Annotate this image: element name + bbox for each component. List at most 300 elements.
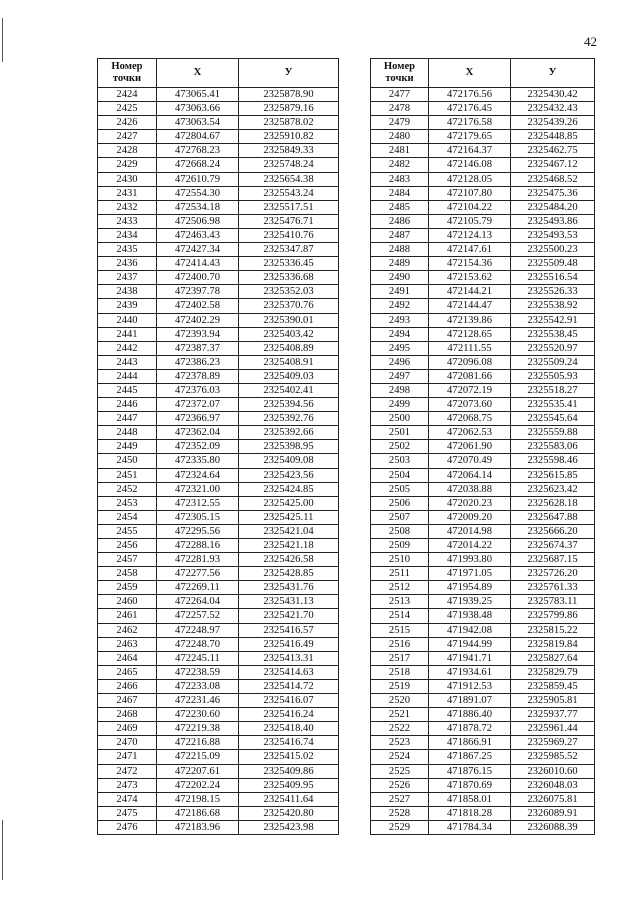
- point-number-cell: 2472: [98, 764, 157, 778]
- point-number-cell: 2518: [371, 665, 429, 679]
- y-cell: 2325493.86: [511, 214, 595, 228]
- point-number-cell: 2506: [371, 496, 429, 510]
- table-row: [371, 130, 595, 144]
- table-row: [98, 637, 339, 651]
- x-cell: 472277.56: [157, 567, 239, 581]
- y-cell: 2325336.68: [239, 271, 339, 285]
- table-body-right: [371, 88, 595, 835]
- x-cell: 472366.97: [157, 412, 239, 426]
- point-number-cell: 2445: [98, 383, 157, 397]
- table-row: [371, 341, 595, 355]
- table-row: [98, 158, 339, 172]
- point-number-cell: 2529: [371, 820, 429, 834]
- table-row: [371, 581, 595, 595]
- x-cell: 472070.49: [429, 454, 511, 468]
- point-number-cell: 2501: [371, 426, 429, 440]
- point-number-cell: 2430: [98, 172, 157, 186]
- page-number: 42: [584, 34, 597, 49]
- point-number-cell: 2513: [371, 595, 429, 609]
- point-number-cell: 2523: [371, 736, 429, 750]
- table-row: [98, 510, 339, 524]
- y-cell: 2325538.92: [511, 299, 595, 313]
- point-number-cell: 2478: [371, 102, 429, 116]
- y-cell: 2325416.74: [239, 736, 339, 750]
- point-number-cell: 2476: [98, 820, 157, 834]
- y-cell: 2325849.33: [239, 144, 339, 158]
- y-cell: 2325352.03: [239, 285, 339, 299]
- x-cell: 472269.11: [157, 581, 239, 595]
- point-number-cell: 2471: [98, 750, 157, 764]
- table-row: [371, 88, 595, 102]
- table-row: [371, 299, 595, 313]
- y-cell: 2325414.72: [239, 679, 339, 693]
- y-cell: 2326075.81: [511, 792, 595, 806]
- x-cell: 472183.96: [157, 820, 239, 834]
- table-row: [98, 623, 339, 637]
- point-number-cell: 2449: [98, 440, 157, 454]
- table-row: [371, 313, 595, 327]
- point-number-cell: 2481: [371, 144, 429, 158]
- x-cell: 472128.65: [429, 327, 511, 341]
- table-row: [371, 200, 595, 214]
- point-number-cell: 2433: [98, 214, 157, 228]
- table-row: [371, 228, 595, 242]
- table-row: [98, 539, 339, 553]
- y-cell: 2325500.23: [511, 243, 595, 257]
- table-row: [371, 736, 595, 750]
- point-number-cell: 2443: [98, 355, 157, 369]
- x-cell: 472397.78: [157, 285, 239, 299]
- x-cell: 472387.37: [157, 341, 239, 355]
- point-number-cell: 2494: [371, 327, 429, 341]
- point-number-cell: 2474: [98, 792, 157, 806]
- table-row: [98, 750, 339, 764]
- x-cell: 471954.89: [429, 581, 511, 595]
- point-number-cell: 2520: [371, 694, 429, 708]
- table-row: [98, 426, 339, 440]
- y-cell: 2325961.44: [511, 722, 595, 736]
- y-cell: 2325413.31: [239, 651, 339, 665]
- point-number-cell: 2469: [98, 722, 157, 736]
- table-row: [98, 609, 339, 623]
- y-cell: 2325827.64: [511, 651, 595, 665]
- x-cell: 472147.61: [429, 243, 511, 257]
- table-row: [98, 369, 339, 383]
- table-row: [371, 454, 595, 468]
- point-number-cell: 2463: [98, 637, 157, 651]
- header-x: X: [157, 59, 239, 88]
- x-cell: 472305.15: [157, 510, 239, 524]
- table-row: [98, 243, 339, 257]
- point-number-cell: 2467: [98, 694, 157, 708]
- point-number-cell: 2465: [98, 665, 157, 679]
- y-cell: 2325726.20: [511, 567, 595, 581]
- table-row: [371, 398, 595, 412]
- y-cell: 2325408.89: [239, 341, 339, 355]
- point-number-cell: 2477: [371, 88, 429, 102]
- y-cell: 2325937.77: [511, 708, 595, 722]
- x-cell: 472111.55: [429, 341, 511, 355]
- point-number-cell: 2489: [371, 257, 429, 271]
- x-cell: 472230.60: [157, 708, 239, 722]
- point-number-cell: 2480: [371, 130, 429, 144]
- table-row: [371, 792, 595, 806]
- x-cell: 472402.58: [157, 299, 239, 313]
- point-number-cell: 2502: [371, 440, 429, 454]
- x-cell: 472352.09: [157, 440, 239, 454]
- y-cell: 2325402.41: [239, 383, 339, 397]
- x-cell: 472768.23: [157, 144, 239, 158]
- y-cell: 2325615.85: [511, 468, 595, 482]
- y-cell: 2325426.58: [239, 553, 339, 567]
- x-cell: 472009.20: [429, 510, 511, 524]
- table-row: [371, 412, 595, 426]
- table-row: [371, 158, 595, 172]
- y-cell: 2325392.76: [239, 412, 339, 426]
- y-cell: 2325517.51: [239, 200, 339, 214]
- point-number-cell: 2456: [98, 539, 157, 553]
- x-cell: 472321.00: [157, 482, 239, 496]
- y-cell: 2325969.27: [511, 736, 595, 750]
- point-number-cell: 2512: [371, 581, 429, 595]
- table-row: [371, 539, 595, 553]
- table-row: [371, 722, 595, 736]
- y-cell: 2325408.91: [239, 355, 339, 369]
- x-cell: 471878.72: [429, 722, 511, 736]
- y-cell: 2325518.27: [511, 383, 595, 397]
- header-point-number: Номер точки: [98, 59, 157, 88]
- y-cell: 2325370.76: [239, 299, 339, 313]
- x-cell: 471934.61: [429, 665, 511, 679]
- point-number-cell: 2496: [371, 355, 429, 369]
- x-cell: 471784.34: [429, 820, 511, 834]
- y-cell: 2325647.88: [511, 510, 595, 524]
- table-row: [98, 764, 339, 778]
- y-cell: 2325761.33: [511, 581, 595, 595]
- x-cell: 471867.25: [429, 750, 511, 764]
- table-row: [98, 383, 339, 397]
- x-cell: 472281.93: [157, 553, 239, 567]
- point-number-cell: 2435: [98, 243, 157, 257]
- x-cell: 472014.98: [429, 524, 511, 538]
- x-cell: 472176.56: [429, 88, 511, 102]
- x-cell: 472248.97: [157, 623, 239, 637]
- point-number-cell: 2483: [371, 172, 429, 186]
- table-row: [98, 454, 339, 468]
- table-row: [98, 736, 339, 750]
- y-cell: 2325409.95: [239, 778, 339, 792]
- table-body-left: [98, 88, 339, 835]
- y-cell: 2326089.91: [511, 806, 595, 820]
- y-cell: 2325439.26: [511, 116, 595, 130]
- point-number-cell: 2432: [98, 200, 157, 214]
- table-row: [371, 623, 595, 637]
- x-cell: 472068.75: [429, 412, 511, 426]
- x-cell: 472238.59: [157, 665, 239, 679]
- point-number-cell: 2457: [98, 553, 157, 567]
- table-row: [98, 313, 339, 327]
- point-number-cell: 2510: [371, 553, 429, 567]
- table-row: [371, 243, 595, 257]
- x-cell: 472144.21: [429, 285, 511, 299]
- point-number-cell: 2436: [98, 257, 157, 271]
- y-cell: 2325623.42: [511, 482, 595, 496]
- point-number-cell: 2500: [371, 412, 429, 426]
- y-cell: 2325985.52: [511, 750, 595, 764]
- header-x: X: [429, 59, 511, 88]
- y-cell: 2325475.36: [511, 186, 595, 200]
- coordinates-table-right: [370, 58, 595, 835]
- x-cell: 472038.88: [429, 482, 511, 496]
- y-cell: 2325336.45: [239, 257, 339, 271]
- table-row: [371, 214, 595, 228]
- y-cell: 2325666.20: [511, 524, 595, 538]
- y-cell: 2325748.24: [239, 158, 339, 172]
- x-cell: 472312.55: [157, 496, 239, 510]
- point-number-cell: 2495: [371, 341, 429, 355]
- point-number-cell: 2491: [371, 285, 429, 299]
- table-row: [98, 496, 339, 510]
- point-number-cell: 2425: [98, 102, 157, 116]
- point-number-cell: 2461: [98, 609, 157, 623]
- table-row: [98, 299, 339, 313]
- y-cell: 2325878.90: [239, 88, 339, 102]
- point-number-cell: 2505: [371, 482, 429, 496]
- x-cell: 472073.60: [429, 398, 511, 412]
- point-number-cell: 2490: [371, 271, 429, 285]
- point-number-cell: 2431: [98, 186, 157, 200]
- point-number-cell: 2503: [371, 454, 429, 468]
- point-number-cell: 2462: [98, 623, 157, 637]
- point-number-cell: 2479: [371, 116, 429, 130]
- point-number-cell: 2439: [98, 299, 157, 313]
- x-cell: 472414.43: [157, 257, 239, 271]
- x-cell: 473063.66: [157, 102, 239, 116]
- table-row: [371, 595, 595, 609]
- x-cell: 472124.13: [429, 228, 511, 242]
- x-cell: 471939.25: [429, 595, 511, 609]
- table-row: [371, 665, 595, 679]
- table-row: [371, 679, 595, 693]
- table-row: [371, 116, 595, 130]
- x-cell: 472257.52: [157, 609, 239, 623]
- point-number-cell: 2442: [98, 341, 157, 355]
- y-cell: 2325628.18: [511, 496, 595, 510]
- table-row: [371, 820, 595, 834]
- point-number-cell: 2508: [371, 524, 429, 538]
- x-cell: 472335.80: [157, 454, 239, 468]
- y-cell: 2325535.41: [511, 398, 595, 412]
- point-number-cell: 2527: [371, 792, 429, 806]
- table-row: [98, 200, 339, 214]
- y-cell: 2325423.56: [239, 468, 339, 482]
- y-cell: 2326088.39: [511, 820, 595, 834]
- y-cell: 2325583.06: [511, 440, 595, 454]
- y-cell: 2325431.76: [239, 581, 339, 595]
- y-cell: 2325416.57: [239, 623, 339, 637]
- x-cell: 472215.09: [157, 750, 239, 764]
- table-row: [371, 553, 595, 567]
- y-cell: 2325542.91: [511, 313, 595, 327]
- x-cell: 472128.05: [429, 172, 511, 186]
- table-row: [98, 228, 339, 242]
- y-cell: 2325509.24: [511, 355, 595, 369]
- y-cell: 2325415.02: [239, 750, 339, 764]
- y-cell: 2325484.20: [511, 200, 595, 214]
- x-cell: 472154.36: [429, 257, 511, 271]
- x-cell: 471941.71: [429, 651, 511, 665]
- y-cell: 2325520.97: [511, 341, 595, 355]
- table-row: [98, 412, 339, 426]
- table-row: [98, 651, 339, 665]
- x-cell: 472176.58: [429, 116, 511, 130]
- x-cell: 472144.47: [429, 299, 511, 313]
- point-number-cell: 2515: [371, 623, 429, 637]
- table-row: [371, 369, 595, 383]
- x-cell: 472463.43: [157, 228, 239, 242]
- table-row: [371, 257, 595, 271]
- table-row: [371, 144, 595, 158]
- point-number-cell: 2487: [371, 228, 429, 242]
- y-cell: 2325654.38: [239, 172, 339, 186]
- point-number-cell: 2459: [98, 581, 157, 595]
- point-number-cell: 2451: [98, 468, 157, 482]
- x-cell: 471858.01: [429, 792, 511, 806]
- y-cell: 2325394.56: [239, 398, 339, 412]
- y-cell: 2325425.00: [239, 496, 339, 510]
- table-row: [98, 553, 339, 567]
- point-number-cell: 2454: [98, 510, 157, 524]
- x-cell: 472506.98: [157, 214, 239, 228]
- y-cell: 2325421.70: [239, 609, 339, 623]
- point-number-cell: 2428: [98, 144, 157, 158]
- point-number-cell: 2475: [98, 806, 157, 820]
- table-row: [371, 567, 595, 581]
- point-number-cell: 2427: [98, 130, 157, 144]
- table-row: [371, 651, 595, 665]
- y-cell: 2325783.11: [511, 595, 595, 609]
- x-cell: 472534.18: [157, 200, 239, 214]
- x-cell: 472096.08: [429, 355, 511, 369]
- point-number-cell: 2525: [371, 764, 429, 778]
- table-row: [98, 806, 339, 820]
- x-cell: 472378.89: [157, 369, 239, 383]
- y-cell: 2325829.79: [511, 665, 595, 679]
- y-cell: 2325425.11: [239, 510, 339, 524]
- table-row: [371, 510, 595, 524]
- y-cell: 2325430.42: [511, 88, 595, 102]
- point-number-cell: 2452: [98, 482, 157, 496]
- x-cell: 471818.28: [429, 806, 511, 820]
- x-cell: 472231.46: [157, 694, 239, 708]
- x-cell: 472104.22: [429, 200, 511, 214]
- x-cell: 472402.29: [157, 313, 239, 327]
- x-cell: 472668.24: [157, 158, 239, 172]
- table-row: [98, 468, 339, 482]
- x-cell: 472146.08: [429, 158, 511, 172]
- x-cell: 472081.66: [429, 369, 511, 383]
- point-number-cell: 2453: [98, 496, 157, 510]
- y-cell: 2325448.85: [511, 130, 595, 144]
- table-row: [371, 496, 595, 510]
- point-number-cell: 2473: [98, 778, 157, 792]
- table-header-row: [98, 59, 339, 88]
- point-number-cell: 2498: [371, 383, 429, 397]
- page-edge-line-top: [2, 18, 3, 62]
- y-cell: 2325545.64: [511, 412, 595, 426]
- y-cell: 2325538.45: [511, 327, 595, 341]
- table-row: [371, 482, 595, 496]
- x-cell: 472064.14: [429, 468, 511, 482]
- table-row: [371, 426, 595, 440]
- point-number-cell: 2464: [98, 651, 157, 665]
- y-cell: 2326048.03: [511, 778, 595, 792]
- point-number-cell: 2444: [98, 369, 157, 383]
- x-cell: 472105.79: [429, 214, 511, 228]
- x-cell: 473063.54: [157, 116, 239, 130]
- table-row: [98, 341, 339, 355]
- x-cell: 471886.40: [429, 708, 511, 722]
- x-cell: 472186.68: [157, 806, 239, 820]
- table-row: [98, 88, 339, 102]
- x-cell: 472233.08: [157, 679, 239, 693]
- x-cell: 472324.64: [157, 468, 239, 482]
- point-number-cell: 2509: [371, 539, 429, 553]
- table-row: [98, 186, 339, 200]
- table-row: [371, 468, 595, 482]
- y-cell: 2325398.95: [239, 440, 339, 454]
- y-cell: 2325410.76: [239, 228, 339, 242]
- point-number-cell: 2450: [98, 454, 157, 468]
- point-number-cell: 2493: [371, 313, 429, 327]
- x-cell: 472400.70: [157, 271, 239, 285]
- point-number-cell: 2486: [371, 214, 429, 228]
- x-cell: 472061.90: [429, 440, 511, 454]
- table-row: [98, 271, 339, 285]
- table-row: [98, 679, 339, 693]
- table-row: [371, 637, 595, 651]
- x-cell: 472219.38: [157, 722, 239, 736]
- point-number-cell: 2437: [98, 271, 157, 285]
- x-cell: 471891.07: [429, 694, 511, 708]
- y-cell: 2325431.13: [239, 595, 339, 609]
- table-row: [98, 665, 339, 679]
- table-row: [98, 116, 339, 130]
- x-cell: 471938.48: [429, 609, 511, 623]
- point-number-cell: 2426: [98, 116, 157, 130]
- x-cell: 472386.23: [157, 355, 239, 369]
- point-number-cell: 2458: [98, 567, 157, 581]
- point-number-cell: 2492: [371, 299, 429, 313]
- y-cell: 2325416.49: [239, 637, 339, 651]
- table-row: [98, 327, 339, 341]
- x-cell: 471912.53: [429, 679, 511, 693]
- point-number-cell: 2434: [98, 228, 157, 242]
- y-cell: 2325516.54: [511, 271, 595, 285]
- x-cell: 472164.37: [429, 144, 511, 158]
- y-cell: 2325414.63: [239, 665, 339, 679]
- x-cell: 472107.80: [429, 186, 511, 200]
- table-row: [371, 285, 595, 299]
- table-row: [371, 172, 595, 186]
- point-number-cell: 2484: [371, 186, 429, 200]
- y-cell: 2325543.24: [239, 186, 339, 200]
- table-row: [98, 581, 339, 595]
- y-cell: 2325559.88: [511, 426, 595, 440]
- y-cell: 2325409.86: [239, 764, 339, 778]
- x-cell: 472245.11: [157, 651, 239, 665]
- y-cell: 2325418.40: [239, 722, 339, 736]
